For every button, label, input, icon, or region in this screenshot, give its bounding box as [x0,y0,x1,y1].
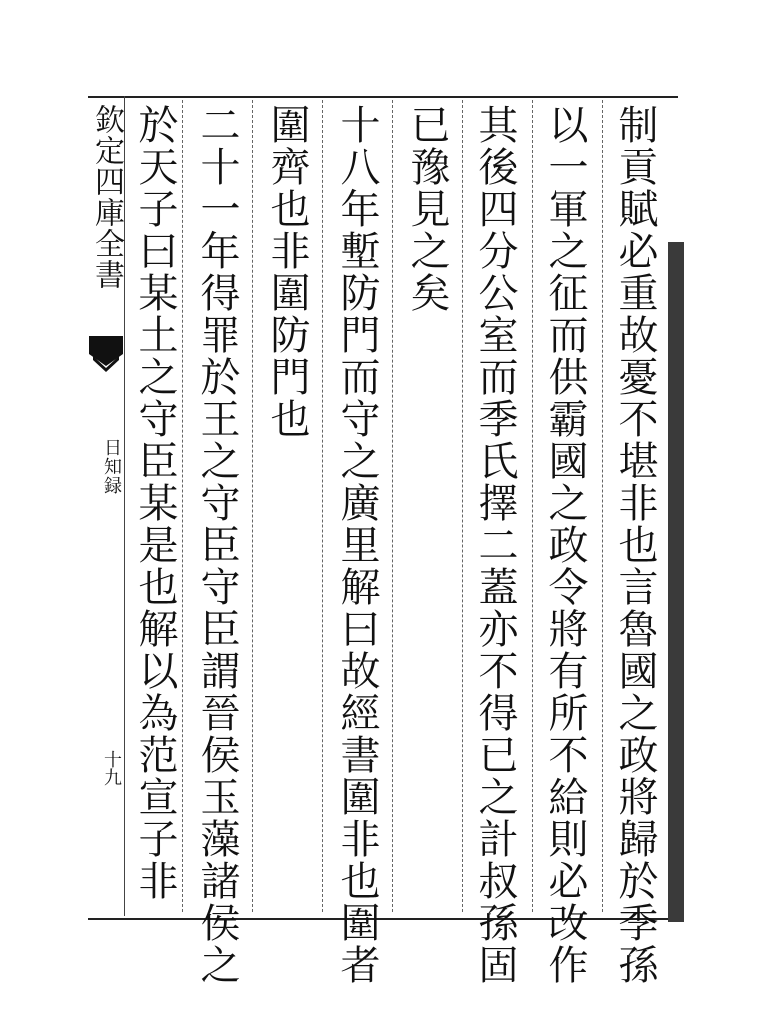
column-rule [602,100,604,912]
column-rule [252,100,254,912]
text-column-5: 十八年塹防門而守之廣里解曰故經書圍非也圍者 [334,104,380,986]
column-rule [532,100,534,912]
text-column-4: 已豫見之矣 [404,104,450,314]
column-rule [392,100,394,912]
text-column-3: 其後四分公室而季氏擇二蓋亦不得已之計叔孫固 [472,104,518,986]
margin-title: 欽定四庫全書 [89,104,124,290]
text-column-1: 制貢賦必重故憂不堪非也言魯國之政將歸於季孫 [612,104,658,986]
column-rule [322,100,324,912]
column-rule [182,100,184,912]
book-name: 日知録 [101,438,122,495]
page-edge-shadow [668,242,684,922]
fish-tail-mark-icon [89,336,123,374]
column-rule [462,100,464,912]
text-column-2: 以一軍之征而供霸國之政令將有所不給則必改作 [542,104,588,986]
text-column-8: 於天子曰某土之守臣某是也解以為范宣子非 [132,104,178,902]
text-column-6: 圍齊也非圍防門也 [264,104,310,440]
page-number: 十九 [101,750,122,786]
text-column-7: 二十一年得罪於王之守臣守臣謂晉侯玉藻諸侯之 [194,104,240,986]
